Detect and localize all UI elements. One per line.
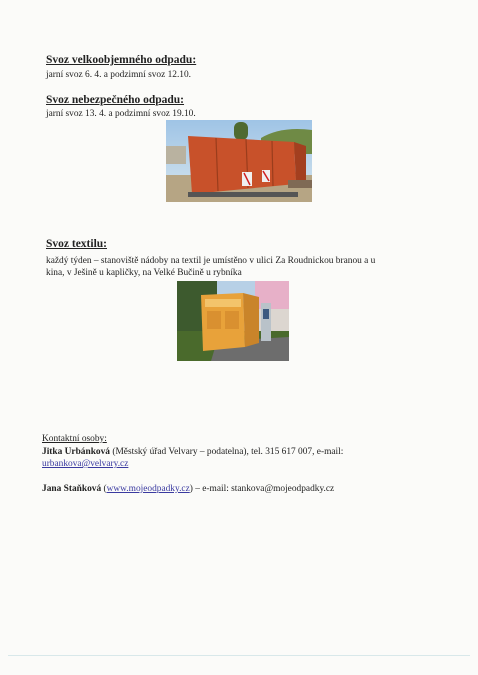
- contact-1-detail: (Městský úřad Velvary – podatelna), tel. 315 617 007, e-mail:: [109, 447, 344, 457]
- contact-2-name: Jana Staňková: [42, 484, 102, 494]
- page-bottom-edge: [8, 655, 470, 656]
- hazardous-waste-heading: Svoz nebezpečného odpadu:: [46, 94, 185, 106]
- bulky-waste-dates: jarní svoz 6. 4. a podzimní svoz 12.10.: [46, 70, 192, 80]
- contact-2-web-link[interactable]: www.mojeodpadky.cz: [106, 484, 190, 494]
- contact-1-email-row: [42, 459, 128, 470]
- waste-container-photo: [166, 120, 312, 202]
- contact-person-1: [42, 447, 343, 458]
- contact-1-name: Jitka Urbánková: [42, 447, 110, 457]
- textile-text-line1: každý týden – stanoviště nádoby na textil je umístěno v ulici Za Roudnickou branou a u: [46, 256, 376, 266]
- contact-person-2: [42, 484, 334, 495]
- bulky-waste-heading: Svoz velkoobjemného odpadu:: [46, 54, 197, 66]
- contact-1-email-link[interactable]: urbankova@velvary.cz: [42, 459, 129, 469]
- hazardous-waste-dates: jarní svoz 13. 4. a podzimní svoz 19.10.: [46, 109, 196, 119]
- textile-text-line2: kina, v Ješině u kapličky, na Velké Bučině u rybníka: [46, 268, 242, 278]
- contact-2-rest: ) – e-mail: stankova@mojeodpadky.cz: [189, 484, 335, 494]
- textile-bins-photo: [177, 281, 289, 361]
- contacts-heading: Kontaktní osoby:: [42, 434, 107, 444]
- contact-2-open: (: [101, 484, 107, 494]
- textile-heading: Svoz textilu:: [46, 238, 108, 250]
